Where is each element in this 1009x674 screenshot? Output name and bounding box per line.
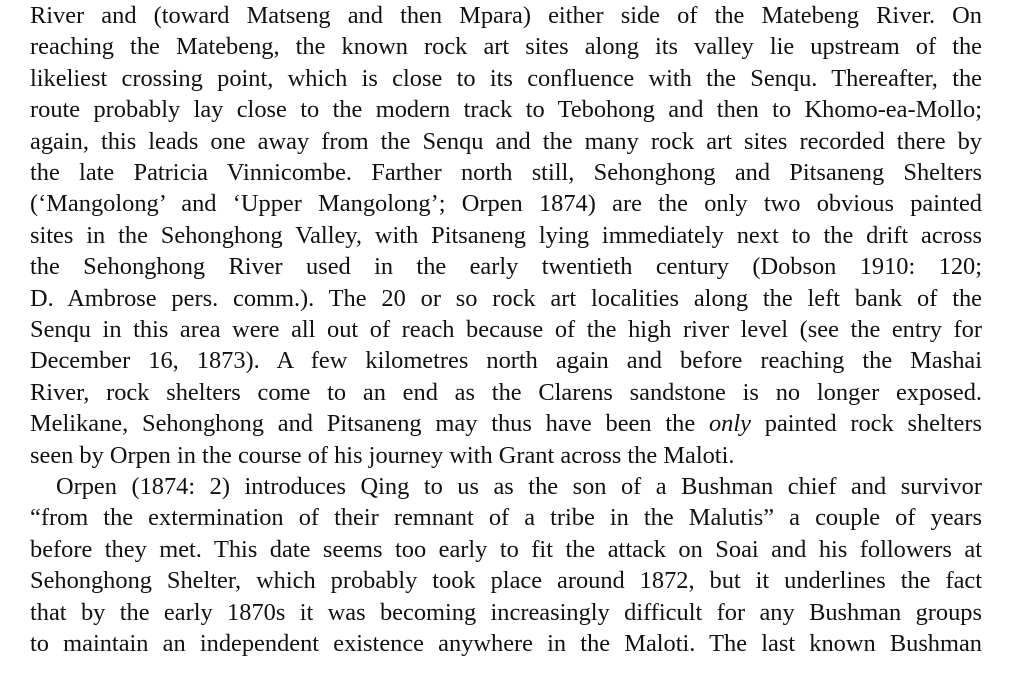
text-line: River and (toward Matseng and then Mpara) either side of the Matebeng River. On <box>30 2 982 29</box>
text-line: reaching the Matebeng, the known rock art sites along its valley lie upstream of the <box>30 33 982 61</box>
emphasized-word: only <box>708 410 751 438</box>
text-line: Sehonghong Shelter, which probably took place around 1872, but it underlines the fact <box>30 567 982 595</box>
text-line: Senqu in this area were all out of reach because of the high river level (see the entry for <box>30 316 982 343</box>
text-line: route probably lay close to the modern track to Tebohong and then to Khomo-ea-Mollo; <box>30 96 982 124</box>
text-line: again, this leads one away from the Senqu and the many rock art sites recorded there by <box>30 127 982 155</box>
text-fragment: Melikane, Sehonghong and Pitsaneng may thus have been the <box>30 410 709 438</box>
text-line: before they met. This date seems too early to fit the attack on Soai and his followers at <box>30 535 982 563</box>
text-line: December 16, 1873). A few kilometres north again and before reaching the Mashai <box>30 347 982 375</box>
text-line: (‘Mangolong’ and ‘Upper Mangolong’; Orpen 1874) are the only two obvious painted <box>30 190 982 218</box>
text-line-with-emphasis <box>30 408 982 439</box>
text-line: D. Ambrose pers. comm.). The 20 or so rock art localities along the left bank of the <box>30 284 982 312</box>
text-line: “from the extermination of their remnant of a tribe in the Malutis” a couple of years <box>30 504 982 532</box>
paragraph-first-line: Orpen (1874: 2) introduces Qing to us as the son of a Bushman chief and survivor <box>56 473 982 500</box>
text-line: River, rock shelters come to an end as the Clarens sandstone is no longer exposed. <box>30 378 982 406</box>
text-line: the Sehonghong River used in the early twentieth century (Dobson 1910: 120; <box>30 253 982 281</box>
text-line: the late Patricia Vinnicombe. Farther north still, Sehonghong and Pitsaneng Shelters <box>30 159 982 186</box>
text-line: to maintain an independent existence anywhere in the Maloti. The last known Bushman <box>30 630 982 657</box>
text-line: that by the early 1870s it was becoming increasingly difficult for any Bushman groups <box>30 598 982 626</box>
paragraph-last-line: seen by Orpen in the course of his journey with Grant across the Maloti. <box>30 441 735 469</box>
text-line: sites in the Sehonghong Valley, with Pitsaneng lying immediately next to the drift across <box>30 221 982 249</box>
text-line: likeliest crossing point, which is close to its confluence with the Senqu. Thereafter, the <box>30 64 982 92</box>
text-fragment: painted rock shelters <box>750 410 982 438</box>
